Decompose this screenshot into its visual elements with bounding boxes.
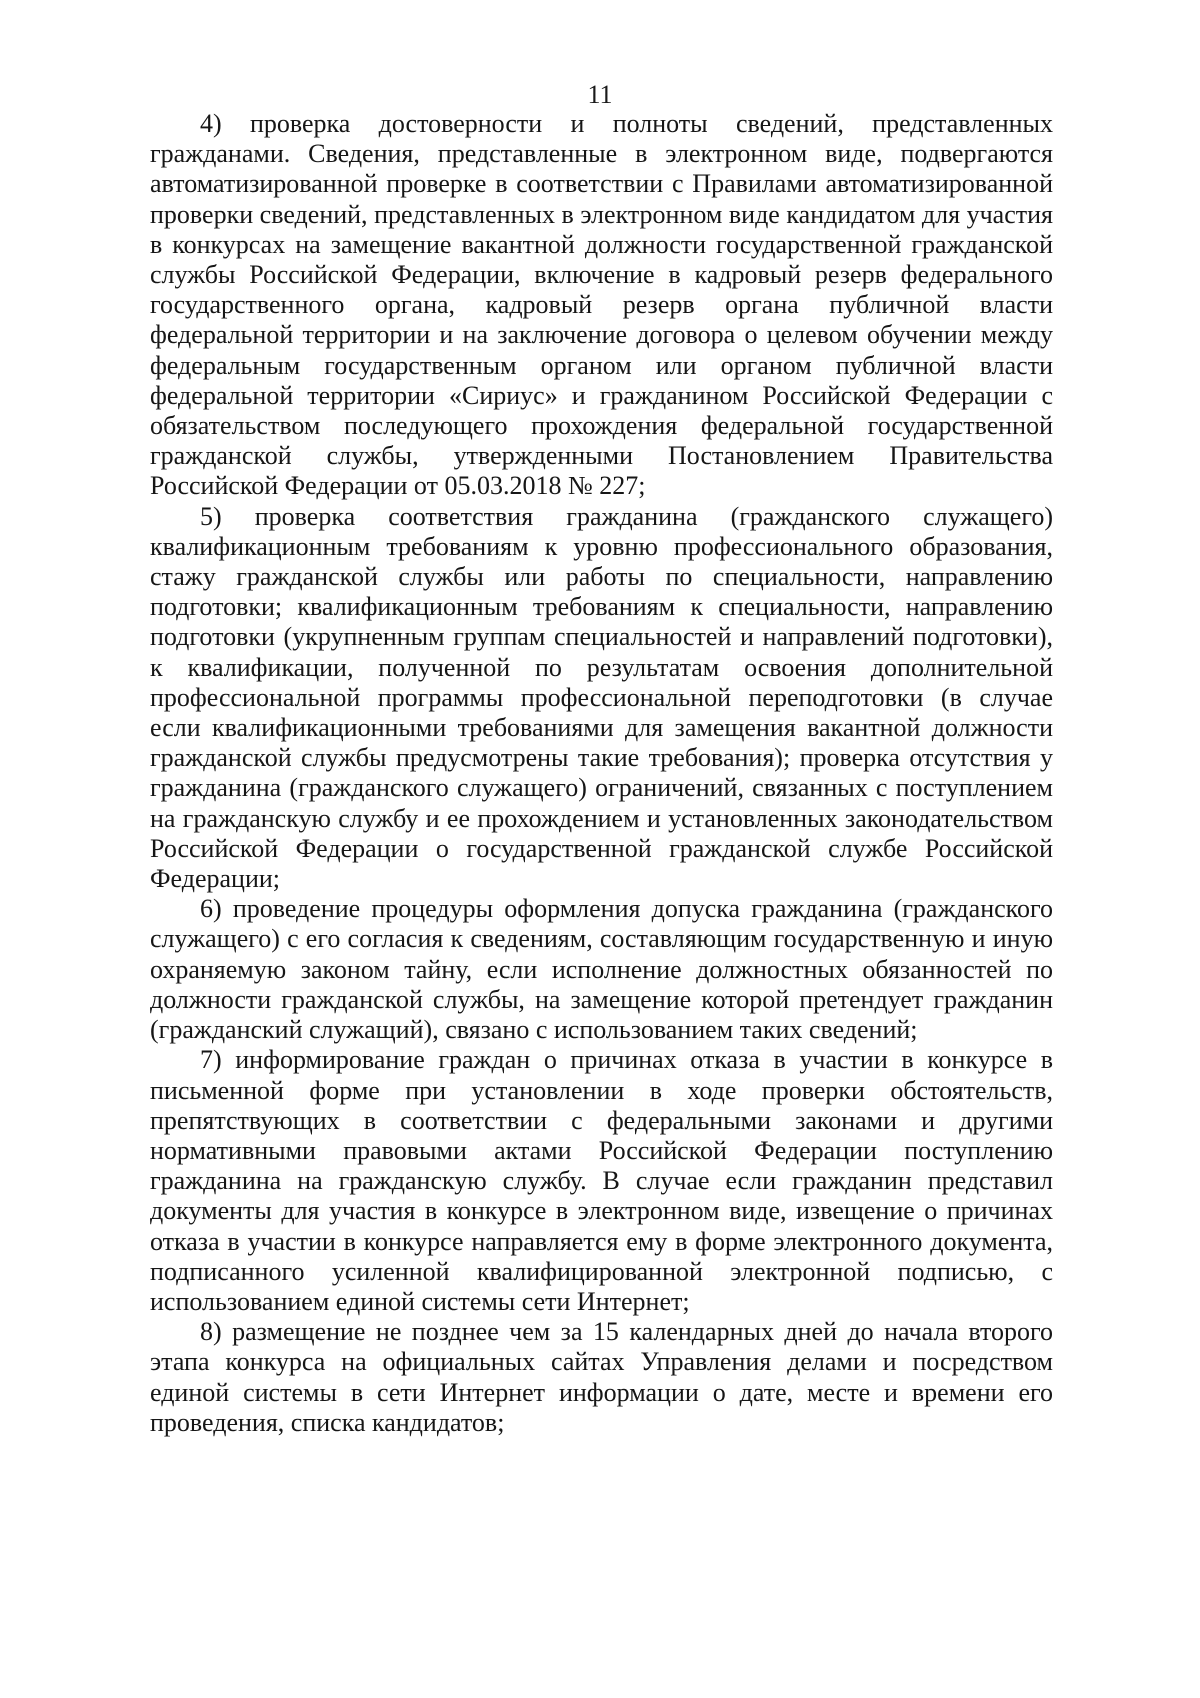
paragraph-item-7: 7) информирование граждан о причинах отказа в участии в конкурсе в письменной форме при установлении в ходе проверки обстоятельств, препятствующих в соответствии с федеральными законами и другими нормативными правовыми актами Российской Федерации поступлению гражданина на гражданскую службу. В случае если гражданин представил документы для участия в конкурсе в электронном виде, извещение о причинах отказа в участии в конкурсе направляется ему в форме электронного документа, подписанного усиленной квалифицированной электронной подписью, с использованием единой системы сети Интернет; bbox=[150, 1045, 1053, 1316]
paragraph-item-8: 8) размещение не позднее чем за 15 календарных дней до начала второго этапа конкурса на официальных сайтах Управления делами и посредством единой системы в сети Интернет информации о дате, месте и времени его проведения, списка кандидатов; bbox=[150, 1317, 1053, 1437]
paragraph-item-6: 6) проведение процедуры оформления допуска гражданина (гражданского служащего) с его согласия к сведениям, составляющим государственную и иную охраняемую законом тайну, если исполнение должностных обязанностей по должности гражданской службы, на замещение которой претендует гражданин (гражданский служащий), связано с использованием таких сведений; bbox=[150, 894, 1053, 1045]
page-number: 11 bbox=[587, 80, 613, 109]
paragraph-item-5: 5) проверка соответствия гражданина (гражданского служащего) квалификационным требованиям к уровню профессионального образования, стажу гражданской службы или работы по специальности, направлению подготовки; квалификационным требованиям к специальности, направлению подготовки (укрупненным группам специальностей и направлений подготовки), к квалификации, полученной по результатам освоения дополнительной профессиональной программы профессиональной переподготовки (в случае если квалификационными требованиями для замещения вакантной должности гражданской службы предусмотрены такие требования); проверка отсутствия у гражданина (гражданского служащего) ограничений, связанных с поступлением на гражданскую службу и ее прохождением и установленных законодательством Российской Федерации о государственной гражданской службе Российской Федерации; bbox=[150, 501, 1053, 894]
paragraph-item-4: 4) проверка достоверности и полноты сведений, представленных гражданами. Сведения, представленные в электронном виде, подвергаются автоматизированной проверке в соответствии с Правилами автоматизированной проверки сведений, представленных в электронном виде кандидатом для участия в конкурсах на замещение вакантной должности государственной гражданской службы Российской Федерации, включение в кадровый резерв федерального государственного органа, кадровый резерв органа публичной власти федеральной территории и на заключение договора о целевом обучении между федеральным государственным органом или органом публичной власти федеральной территории «Сириус» и гражданином Российской Федерации с обязательством последующего прохождения федеральной государственной гражданской службы, утвержденными Постановлением Правительства Российской Федерации от 05.03.2018 № 227; bbox=[150, 109, 1053, 501]
document-body bbox=[150, 109, 1053, 1438]
